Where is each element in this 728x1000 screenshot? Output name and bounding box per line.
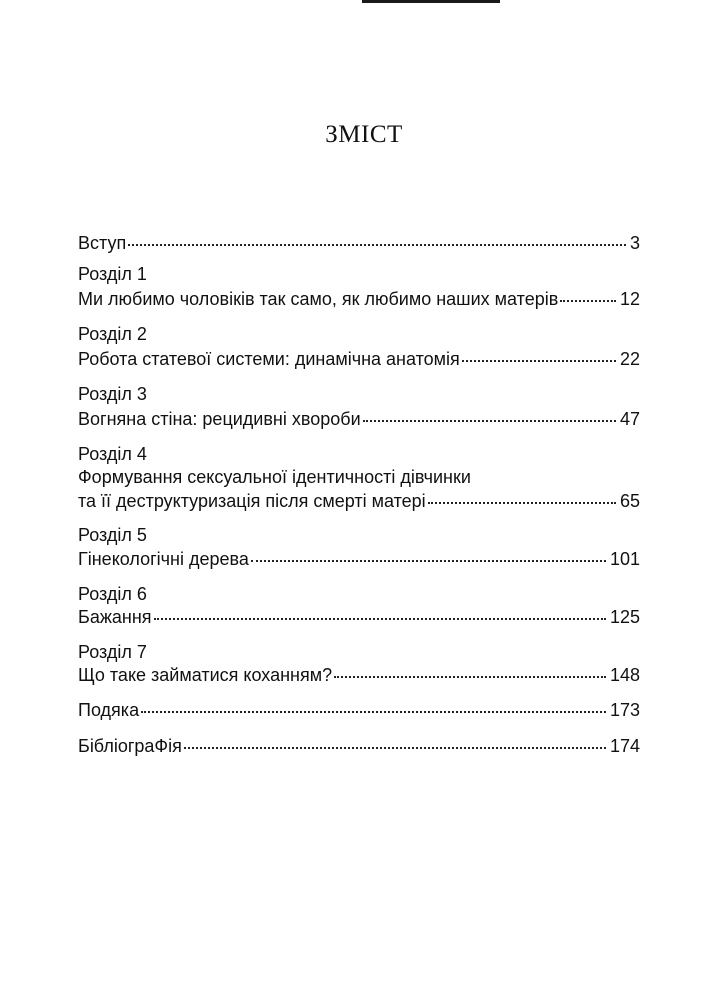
toc-chapter-label: Розділ 7 <box>78 642 147 662</box>
toc-entry-bibliography[interactable] <box>78 735 640 757</box>
toc-entry-title: Подяка <box>78 700 140 720</box>
toc-entry-chapter-7[interactable] <box>78 664 640 686</box>
toc-page-number: 174 <box>609 736 640 756</box>
toc-entry-chapter-5[interactable] <box>78 548 640 570</box>
dot-leader <box>184 746 606 749</box>
toc-entry-title: Вступ <box>78 233 127 253</box>
toc-page-number: 125 <box>609 607 640 627</box>
dot-leader <box>141 710 606 713</box>
dot-leader <box>560 299 616 302</box>
toc-entry-chapter-4[interactable] <box>78 490 640 512</box>
toc-page-number: 173 <box>609 700 640 720</box>
toc-entry-chapter-6[interactable] <box>78 606 640 628</box>
toc-chapter-label: Розділ 3 <box>78 384 147 404</box>
toc-chapter-label: Розділ 2 <box>78 324 147 344</box>
top-rule <box>362 0 500 3</box>
toc-entry-title: та її деструктуризація після смерті матері <box>78 491 426 511</box>
dot-leader <box>363 419 616 422</box>
dot-leader <box>334 675 606 678</box>
toc-entry-title: Вогняна стіна: рецидивні хвороби <box>78 409 361 429</box>
page-title: ЗМІСТ <box>325 121 403 148</box>
dot-leader <box>154 617 606 620</box>
toc-entry-title: Що таке займатися коханням? <box>78 665 333 685</box>
toc-page-number: 3 <box>629 233 640 253</box>
toc-entry-title: Формування сексуальної ідентичності дівчинки <box>78 467 471 487</box>
dot-leader <box>128 243 626 246</box>
toc-entry-chapter-2[interactable] <box>78 348 640 370</box>
toc-page-number: 65 <box>619 491 640 511</box>
toc-entry-title: Бажання <box>78 607 152 627</box>
dot-leader <box>251 559 606 562</box>
toc-page-number: 148 <box>609 665 640 685</box>
toc-entry-chapter-1[interactable] <box>78 288 640 310</box>
toc-page-number: 22 <box>619 349 640 369</box>
toc-chapter-label: Розділ 6 <box>78 584 147 604</box>
dot-leader <box>428 501 616 504</box>
toc-entry-intro[interactable] <box>78 232 640 254</box>
toc-chapter-label: Розділ 4 <box>78 444 147 464</box>
toc-page-number: 47 <box>619 409 640 429</box>
toc-entry-title: БібліограФія <box>78 736 182 756</box>
toc-entry-acknowledgements[interactable] <box>78 699 640 721</box>
toc-page-number: 101 <box>609 549 640 569</box>
toc-entry-title: Ми любимо чоловіків так само, як любимо наших матерів <box>78 289 559 309</box>
toc-entry-title: Робота статевої системи: динамічна анатомія <box>78 349 460 369</box>
toc-entry-chapter-3[interactable] <box>78 408 640 430</box>
toc-chapter-label: Розділ 1 <box>78 264 147 284</box>
dot-leader <box>462 359 616 362</box>
toc-page-number: 12 <box>619 289 640 309</box>
toc-chapter-label: Розділ 5 <box>78 525 147 545</box>
toc-entry-chapter-4-line1 <box>78 466 640 488</box>
toc-entry-title: Гінекологічні дерева <box>78 549 249 569</box>
